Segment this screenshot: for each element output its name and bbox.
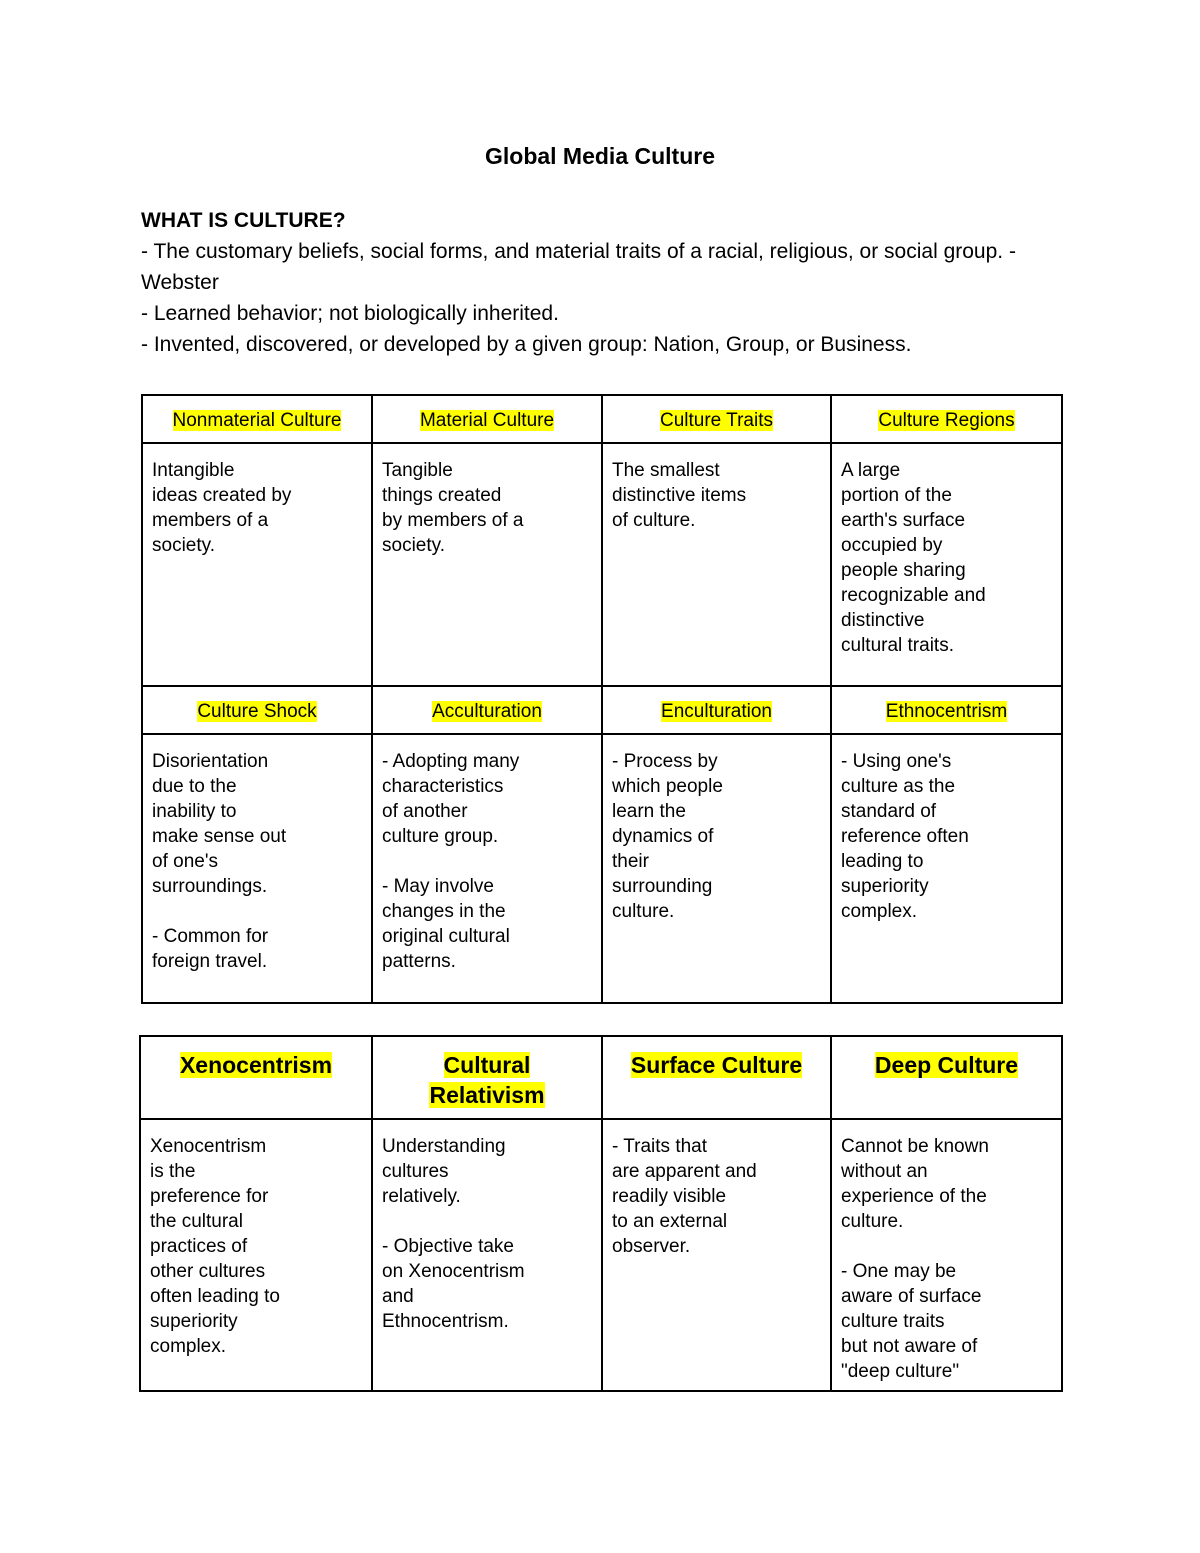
header-cell-ethnocentrism [831,686,1062,734]
definition-text: Understanding cultures relatively. [382,1136,506,1207]
header-cell-surface-culture [602,1036,831,1119]
header-cell-deep-culture [831,1036,1062,1119]
term-label: Culture Shock [197,701,317,722]
definition-cell-material-culture [372,443,602,686]
definition-cell-culture-regions [831,443,1062,686]
intro-line-definition: - The customary beliefs, social forms, and material traits of a racial, religious, or social group. - Webster [141,240,1016,294]
header-cell-culture-regions [831,395,1062,443]
definition-cell-cultural-relativism [372,1119,602,1391]
definition-text: - Traits that are apparent and readily visible to an external observer. [612,1136,757,1257]
term-label: Culture Regions [878,410,1015,431]
term-label: Surface Culture [630,1052,803,1078]
table2-body-row [140,1119,1062,1391]
header-cell-enculturation [602,686,831,734]
header-cell-acculturation [372,686,602,734]
term-label: Culture Traits [660,410,773,431]
definition-cell-surface-culture [602,1119,831,1391]
header-cell-material-culture [372,395,602,443]
intro-line-learned: - Learned behavior; not biologically inherited. [141,302,559,325]
definition-cell-culture-shock [142,734,372,1003]
definition-cell-culture-traits [602,443,831,686]
table1-body-row-2 [142,734,1062,1003]
definition-cell-acculturation [372,734,602,1003]
definition-cell-deep-culture [831,1119,1062,1391]
intro-line-invented: - Invented, discovered, or developed by a given group: Nation, Group, or Business. [141,333,912,356]
definition-text: The smallest distinctive items of culture. [612,460,747,531]
intro-heading: WHAT IS CULTURE? [141,209,346,232]
term-label: Enculturation [661,701,772,722]
term-label: Nonmaterial Culture [172,410,342,431]
definition-text: Tangible things created by members of a society. [382,460,524,556]
header-cell-culture-shock [142,686,372,734]
definition-note: - May involve changes in the original cultural patterns. [382,876,510,972]
definition-text: A large portion of the earth's surface occupied by people sharing recognizable and distinctive cultural traits. [841,460,986,656]
table1-header-row-2 [142,686,1062,734]
definition-text: Cannot be known without an experience of the culture. [841,1136,989,1232]
header-cell-culture-traits [602,395,831,443]
definition-text: Intangible ideas created by members of a society. [152,460,292,556]
term-label: Material Culture [419,410,555,431]
definition-cell-xenocentrism [140,1119,372,1391]
definition-cell-enculturation [602,734,831,1003]
term-label: Ethnocentrism [885,701,1008,722]
table1-body-row-1 [142,443,1062,686]
intro-section [141,205,1061,360]
header-cell-xenocentrism [140,1036,372,1119]
term-label: Xenocentrism [179,1052,333,1078]
culture-terms-table [141,394,1063,1004]
header-cell-nonmaterial-culture [142,395,372,443]
term-label: Deep Culture [874,1052,1019,1078]
definition-text: - Adopting many characteristics of another culture group. [382,751,520,847]
definition-note: - One may be aware of surface culture traits but not aware of "deep culture" [841,1261,982,1382]
definition-cell-nonmaterial-culture [142,443,372,686]
culture-perspectives-table [139,1035,1063,1392]
definition-text: Xenocentrism is the preference for the cultural practices of other cultures often leading to superiority complex. [150,1136,280,1357]
definition-note: - Common for foreign travel. [152,926,269,972]
term-label: Acculturation [432,701,542,722]
definition-text: - Using one's culture as the standard of reference often leading to superiority complex. [841,751,969,922]
definition-note: - Objective take on Xenocentrism and Ethnocentrism. [382,1236,525,1332]
term-label: Cultural Relativism [429,1052,545,1108]
document-title: Global Media Culture [484,143,716,169]
table1-header-row-1 [142,395,1062,443]
definition-text: - Process by which people learn the dynamics of their surrounding culture. [612,751,723,922]
table2-header-row [140,1036,1062,1119]
header-cell-cultural-relativism [372,1036,602,1119]
definition-cell-ethnocentrism [831,734,1062,1003]
definition-text: Disorientation due to the inability to make sense out of one's surroundings. [152,751,287,897]
